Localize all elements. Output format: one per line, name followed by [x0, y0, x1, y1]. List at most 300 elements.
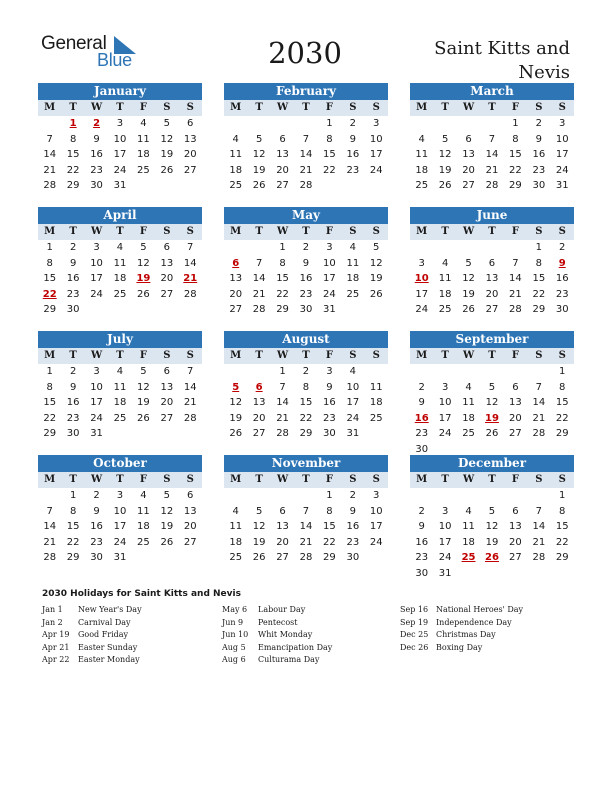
day-cell: 24	[90, 288, 103, 300]
day-cell: 4	[349, 242, 356, 253]
day-cell: 8	[326, 133, 333, 145]
week-row	[224, 271, 388, 287]
day-cell: 29	[276, 304, 289, 315]
day-cell: 2	[418, 505, 425, 517]
day-cell: 18	[438, 288, 452, 300]
holiday-day-cell: 19	[136, 273, 151, 284]
weekday-label: S	[186, 474, 194, 485]
day-cell: 11	[113, 381, 127, 393]
day-cell: 14	[299, 149, 313, 160]
day-cell: 7	[255, 257, 263, 269]
day-cell: 19	[252, 536, 266, 548]
weekday-header-row	[410, 472, 574, 488]
day-cell: 18	[415, 164, 429, 176]
day-cell: 30	[90, 552, 103, 563]
weekday-label: S	[372, 102, 380, 113]
day-cell	[247, 364, 270, 380]
day-cell: 14	[43, 521, 57, 532]
day-cell: 9	[69, 257, 77, 269]
weekday-label: S	[186, 350, 194, 361]
logo-blue-text: Blue	[97, 50, 132, 70]
week-row	[38, 302, 202, 318]
day-cell: 3	[373, 118, 380, 129]
weekday-label: F	[139, 102, 147, 113]
day-cell: 14	[276, 397, 289, 408]
weekday-label: T	[116, 102, 124, 113]
weekday-label: W	[90, 102, 103, 113]
day-cell: 19	[485, 536, 499, 548]
week-row	[224, 163, 388, 179]
day-cell	[433, 116, 456, 132]
day-cell: 11	[137, 505, 150, 517]
day-cell: 12	[160, 133, 174, 145]
weekday-label: W	[462, 350, 475, 361]
holiday-date: Jan 1	[42, 605, 63, 614]
day-cell: 24	[323, 288, 336, 300]
holiday-item	[400, 629, 523, 642]
month-header: August	[224, 331, 388, 348]
day-cell: 14	[183, 257, 197, 269]
day-cell	[179, 550, 202, 566]
day-cell	[155, 302, 178, 318]
week-row	[410, 380, 574, 396]
day-cell: 18	[229, 536, 243, 548]
day-cell: 3	[441, 505, 449, 517]
day-cell: 15	[43, 397, 57, 408]
weekday-label: M	[44, 474, 56, 485]
day-cell: 10	[438, 521, 452, 532]
weekday-header-row	[224, 348, 388, 364]
week-row	[410, 178, 574, 194]
day-cell: 29	[555, 428, 569, 439]
day-cell: 23	[555, 288, 569, 300]
weekday-label: T	[255, 102, 263, 113]
day-cell: 23	[90, 536, 103, 548]
day-cell	[38, 488, 61, 504]
day-cell: 31	[346, 428, 360, 439]
holiday-date: Apr 22	[42, 655, 70, 664]
day-cell: 12	[485, 397, 499, 408]
day-cell: 4	[140, 490, 147, 501]
holiday-item	[400, 617, 523, 630]
day-cell: 2	[559, 242, 566, 253]
week-row	[224, 380, 388, 396]
day-cell: 30	[299, 304, 313, 315]
week-row	[38, 395, 202, 411]
holiday-item	[42, 629, 142, 642]
day-cell: 8	[69, 505, 77, 517]
holiday-day-cell: 19	[485, 412, 499, 424]
month-header: July	[38, 331, 202, 348]
holiday-day-cell: 25	[461, 552, 476, 563]
day-cell: 24	[346, 412, 360, 424]
week-row	[224, 256, 388, 272]
month-november	[224, 455, 388, 566]
day-cell: 4	[232, 505, 239, 517]
day-cell: 23	[299, 288, 313, 300]
day-cell: 19	[252, 164, 266, 176]
day-cell: 17	[323, 273, 336, 284]
week-row	[224, 287, 388, 303]
day-cell: 3	[326, 242, 333, 253]
weekday-label: F	[325, 350, 333, 361]
day-cell: 26	[229, 428, 243, 439]
day-cell: 13	[509, 521, 522, 532]
weekday-label: W	[90, 226, 103, 237]
holiday-item	[42, 617, 142, 630]
day-cell: 14	[43, 149, 57, 160]
day-cell: 2	[69, 242, 77, 253]
day-cell: 3	[559, 118, 566, 129]
weekday-label: T	[69, 226, 77, 237]
day-cell: 15	[299, 397, 313, 408]
day-cell: 19	[438, 164, 452, 176]
day-cell: 1	[559, 490, 566, 501]
month-june	[410, 207, 574, 318]
day-cell: 20	[183, 149, 197, 160]
weekday-label: T	[302, 102, 310, 113]
day-cell: 12	[462, 273, 475, 284]
country-line-1: Saint Kitts and	[434, 38, 570, 59]
day-cell: 11	[229, 521, 243, 532]
day-cell: 17	[369, 521, 383, 532]
day-cell: 6	[488, 257, 496, 269]
holiday-column	[42, 604, 142, 667]
day-cell: 27	[183, 536, 197, 548]
logo	[41, 33, 141, 73]
week-row	[224, 302, 388, 318]
day-cell: 23	[66, 412, 80, 424]
day-cell	[155, 426, 178, 442]
weekday-header-row	[410, 224, 574, 240]
holiday-name: Whit Monday	[258, 630, 313, 639]
week-row	[38, 411, 202, 427]
week-row	[38, 271, 202, 287]
weekday-header-row	[410, 100, 574, 116]
day-cell: 20	[183, 521, 197, 532]
day-cell: 11	[415, 149, 429, 160]
day-cell: 16	[90, 149, 103, 160]
day-cell: 21	[299, 164, 313, 176]
day-cell: 10	[323, 257, 336, 269]
day-cell	[294, 116, 317, 132]
day-cell: 19	[462, 288, 475, 300]
day-cell: 24	[555, 164, 569, 176]
week-row	[410, 271, 574, 287]
day-cell: 25	[137, 536, 150, 548]
day-cell: 27	[160, 288, 174, 300]
day-cell: 17	[90, 273, 103, 284]
day-cell	[480, 116, 503, 132]
month-december	[410, 455, 574, 581]
weekday-header-row	[38, 224, 202, 240]
weekday-label: F	[139, 350, 147, 361]
day-cell: 24	[113, 164, 127, 176]
day-cell: 13	[509, 397, 522, 408]
day-cell: 17	[113, 149, 127, 160]
day-cell: 15	[555, 521, 569, 532]
weekday-label: T	[116, 350, 124, 361]
day-cell	[457, 488, 480, 504]
day-cell	[155, 550, 178, 566]
holiday-date: May 6	[222, 605, 248, 614]
day-cell: 14	[532, 397, 546, 408]
day-cell: 26	[485, 428, 499, 439]
day-cell: 3	[326, 366, 333, 377]
holiday-day-cell: 9	[558, 257, 566, 269]
day-cell: 24	[369, 536, 383, 548]
week-row	[224, 535, 388, 551]
weekday-label: T	[302, 226, 310, 237]
day-cell: 17	[90, 397, 103, 408]
day-cell: 20	[509, 412, 522, 424]
day-cell: 12	[485, 521, 499, 532]
month-header: April	[38, 207, 202, 224]
day-cell	[85, 302, 108, 318]
month-october	[38, 455, 202, 566]
holiday-name: National Heroes' Day	[436, 605, 524, 614]
day-cell: 3	[373, 490, 380, 501]
weekday-label: M	[230, 350, 242, 361]
week-row	[410, 302, 574, 318]
day-cell	[504, 364, 527, 380]
day-cell: 29	[299, 428, 313, 439]
weekday-label: S	[558, 226, 566, 237]
day-cell	[504, 240, 527, 256]
day-cell: 20	[462, 164, 475, 176]
day-cell	[480, 364, 503, 380]
week-row	[38, 426, 202, 442]
holiday-date: Dec 26	[400, 642, 429, 652]
holiday-name: Culturama Day	[258, 655, 320, 664]
day-cell: 10	[369, 505, 383, 517]
day-cell: 10	[346, 381, 360, 393]
day-cell: 12	[438, 149, 452, 160]
holiday-item	[222, 629, 332, 642]
day-cell	[247, 116, 270, 132]
holiday-day-cell: 21	[183, 273, 198, 284]
day-cell: 16	[90, 521, 103, 532]
day-cell	[480, 566, 503, 582]
week-row	[38, 178, 202, 194]
day-cell: 7	[535, 505, 542, 517]
day-cell	[224, 240, 247, 256]
day-cell: 20	[160, 397, 174, 408]
weekday-label: S	[163, 226, 171, 237]
day-cell	[433, 364, 456, 380]
day-cell: 4	[349, 366, 356, 377]
day-cell	[410, 488, 433, 504]
day-cell: 11	[462, 521, 475, 532]
holiday-name: Emancipation Day	[258, 642, 333, 652]
weekday-label: T	[116, 226, 124, 237]
day-cell: 26	[438, 180, 452, 191]
day-cell: 22	[555, 412, 569, 424]
holiday-name: Carnival Day	[78, 617, 131, 627]
day-cell: 3	[93, 366, 100, 377]
day-cell: 15	[509, 149, 522, 160]
day-cell: 21	[183, 397, 197, 408]
weekday-label: T	[69, 102, 77, 113]
holiday-day-cell: 5	[232, 381, 240, 393]
holiday-date: Dec 25	[400, 630, 429, 639]
day-cell: 22	[66, 164, 80, 176]
day-cell: 22	[66, 536, 80, 548]
day-cell	[365, 426, 388, 442]
weekday-label: M	[416, 102, 428, 113]
day-cell: 25	[369, 412, 383, 424]
holiday-name: Pentecost	[258, 617, 298, 627]
day-cell: 6	[279, 505, 286, 517]
day-cell: 7	[279, 381, 286, 393]
day-cell	[433, 240, 456, 256]
weekday-label: M	[44, 102, 56, 113]
day-cell: 23	[415, 552, 429, 563]
day-cell: 22	[509, 164, 522, 176]
day-cell	[341, 302, 364, 318]
day-cell: 6	[187, 490, 194, 501]
day-cell: 27	[485, 304, 499, 315]
day-cell: 4	[232, 133, 239, 145]
day-cell	[155, 178, 178, 194]
day-cell: 17	[438, 536, 452, 548]
day-cell: 20	[276, 536, 289, 548]
weekday-label: F	[325, 474, 333, 485]
day-cell	[179, 302, 202, 318]
day-cell: 16	[66, 273, 80, 284]
day-cell: 2	[302, 366, 310, 377]
day-cell	[271, 488, 294, 504]
day-cell: 9	[69, 381, 77, 393]
holiday-day-cell: 6	[232, 257, 240, 269]
day-cell: 5	[140, 242, 147, 253]
day-cell: 23	[66, 288, 80, 300]
day-cell: 20	[485, 288, 499, 300]
weekday-label: S	[372, 226, 380, 237]
day-cell: 17	[555, 149, 569, 160]
day-cell: 7	[512, 257, 519, 269]
day-cell: 10	[113, 133, 127, 145]
week-row	[224, 426, 388, 442]
month-header: September	[410, 331, 574, 348]
week-row	[38, 240, 202, 256]
day-cell: 30	[66, 428, 80, 439]
day-cell: 26	[369, 288, 383, 300]
day-cell	[224, 364, 247, 380]
day-cell: 5	[441, 133, 449, 145]
day-cell	[504, 488, 527, 504]
day-cell	[132, 550, 155, 566]
day-cell	[247, 488, 270, 504]
week-row	[410, 132, 574, 148]
holiday-date: Aug 5	[222, 642, 246, 652]
day-cell: 13	[160, 257, 174, 269]
weekday-label: F	[511, 226, 519, 237]
day-cell: 9	[93, 133, 100, 145]
day-cell	[527, 364, 550, 380]
weekday-label: S	[186, 102, 194, 113]
day-cell: 29	[509, 180, 522, 191]
day-cell: 10	[438, 397, 452, 408]
day-cell: 12	[137, 381, 150, 393]
day-cell: 15	[323, 149, 336, 160]
day-cell: 20	[252, 412, 266, 424]
holiday-item	[42, 604, 142, 617]
day-cell: 13	[462, 149, 475, 160]
day-cell: 30	[346, 552, 360, 563]
day-cell: 27	[252, 428, 266, 439]
week-row	[38, 256, 202, 272]
week-row	[410, 287, 574, 303]
weekday-label: M	[416, 474, 428, 485]
day-cell: 13	[229, 273, 243, 284]
day-cell: 10	[555, 133, 569, 145]
weekday-label: S	[163, 350, 171, 361]
month-may	[224, 207, 388, 318]
day-cell	[457, 364, 480, 380]
day-cell: 15	[43, 273, 57, 284]
day-cell: 11	[462, 397, 475, 408]
day-cell: 14	[485, 149, 499, 160]
day-cell: 6	[163, 366, 170, 377]
day-cell: 9	[349, 133, 356, 145]
day-cell: 1	[559, 366, 566, 377]
day-cell: 11	[438, 273, 452, 284]
day-cell: 7	[302, 133, 310, 145]
day-cell: 7	[46, 505, 53, 517]
day-cell: 5	[373, 242, 380, 253]
day-cell: 17	[438, 412, 452, 424]
day-cell: 11	[229, 149, 243, 160]
day-cell: 12	[369, 257, 383, 269]
day-cell: 7	[488, 133, 496, 145]
day-cell: 30	[532, 180, 546, 191]
day-cell: 8	[559, 381, 566, 393]
weekday-label: T	[255, 226, 263, 237]
day-cell: 13	[252, 397, 266, 408]
week-row	[38, 488, 202, 504]
holiday-item	[42, 642, 142, 655]
day-cell: 23	[323, 412, 336, 424]
weekday-label: T	[488, 350, 496, 361]
day-cell: 30	[323, 428, 336, 439]
day-cell: 6	[512, 505, 519, 517]
weekday-label: W	[276, 226, 289, 237]
day-cell: 4	[441, 257, 449, 269]
day-cell: 15	[532, 273, 546, 284]
day-cell: 27	[509, 428, 522, 439]
day-cell: 10	[369, 133, 383, 145]
day-cell: 4	[116, 366, 124, 377]
weekday-label: T	[488, 102, 496, 113]
month-header: November	[224, 455, 388, 472]
day-cell: 31	[555, 180, 569, 191]
weekday-label: M	[230, 102, 242, 113]
day-cell	[365, 178, 388, 194]
day-cell: 11	[346, 257, 360, 269]
day-cell: 3	[418, 257, 425, 269]
day-cell: 18	[462, 536, 475, 548]
day-cell: 9	[93, 505, 100, 517]
day-cell: 2	[535, 118, 542, 129]
week-row	[224, 178, 388, 194]
week-row	[38, 550, 202, 566]
day-cell: 18	[137, 149, 150, 160]
day-cell: 29	[323, 552, 336, 563]
day-cell: 15	[276, 273, 289, 284]
holiday-column	[400, 604, 523, 654]
day-cell: 28	[299, 552, 313, 563]
